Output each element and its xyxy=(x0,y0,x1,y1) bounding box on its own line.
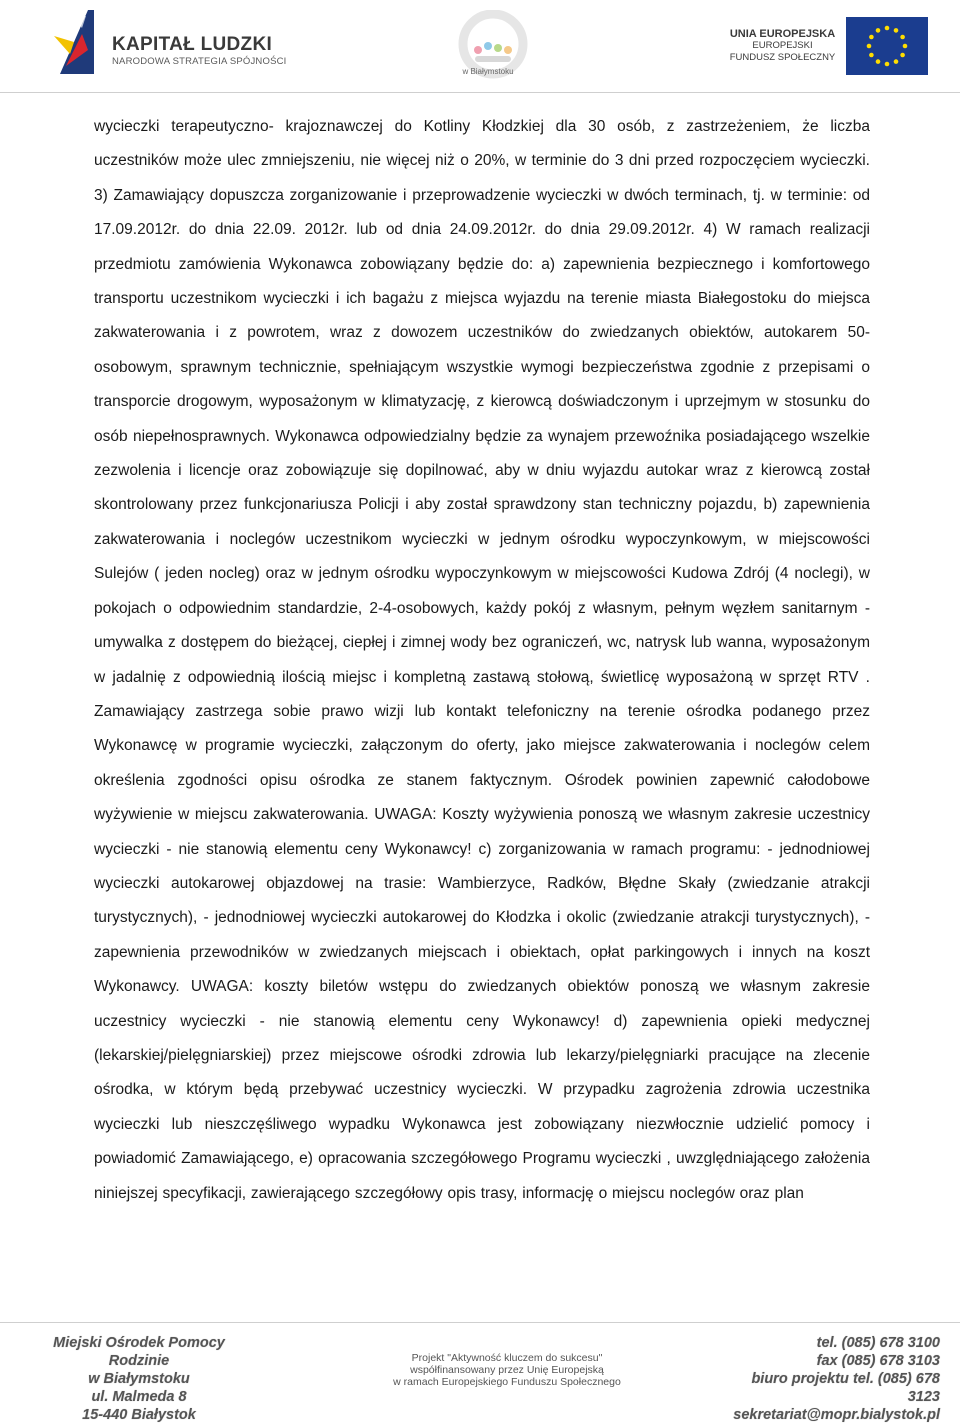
footer-divider xyxy=(0,1322,960,1323)
footer-contacts xyxy=(730,1334,940,1424)
eu-line-1: UNIA EUROPEJSKA xyxy=(729,28,836,40)
footer-postcode: 15-440 Białystok xyxy=(82,1407,196,1423)
eu-line-2: EUROPEJSKI xyxy=(752,40,813,51)
page-footer xyxy=(0,1330,960,1423)
eu-line-3: FUNDUSZ SPOŁECZNY xyxy=(729,52,836,63)
document-body xyxy=(94,110,870,1211)
kapital-ludzki-title: KAPITAŁ LUDZKI xyxy=(112,34,273,55)
footer-phone: tel. (085) 678 3100 xyxy=(816,1335,940,1351)
kapital-ludzki-subtitle: NARODOWA STRATEGIA SPÓJNOŚCI xyxy=(112,56,287,67)
footer-address xyxy=(34,1334,244,1424)
footer-project-line-1: Projekt "Aktywność kluczem do sukcesu" xyxy=(411,1352,603,1364)
header-divider xyxy=(0,92,960,93)
body-paragraph: wycieczki terapeutyczno- krajoznawczej do Kotliny Kłodzkiej dla 30 osób, z zastrzeżeniem, że liczba uczestników może ulec zmniejszeniu, nie więcej niż o 20%, w terminie do 3 dni przed rozpoczęciem wycieczki. 3) Zamawiający dopuszcza zorganizowanie i przeprowadzenie wycieczki w dwóch terminach, tj. w terminie: od 17.09.2012r. do dnia 22.09. 2012r. lub od dnia 24.09.2012r. do dnia 29.09.2012r. 4) W ramach realizacji przedmiotu zamówienia Wykonawca zobowiązany będzie do: a) zapewnienia bezpiecznego i komfortowego transportu uczestnikom wycieczki i ich bagażu z miejsca wyjazdu na terenie miasta Białegostoku do miejsca zakwaterowania i z powrotem, wraz z dowozem uczestników do zwiedzanych obiektów, autokarem 50-osobowym, sprawnym technicznie, spełniającym wszystkie wymogi bezpieczeństwa zgodnie z przepisami o transporcie drogowym, wyposażonym w klimatyzację, z kierowcą doświadczonym i uprzejmym w stosunku do osób niepełnosprawnych. Wykonawca odpowiedzialny będzie za wynajem przewoźnika posiadającego wszelkie zezwolenia i licencje oraz zobowiązuje się dopilnować, aby w dniu wyjazdu autokar wraz z kierowcą został skontrolowany przez funkcjonariusza Policji i aby został sprawdzony stan techniczny pojazdu, b) zapewnienia zakwaterowania i noclegów uczestnikom wycieczki w jednym ośrodku wypoczynkowym, w miejscowości Sulejów ( jeden nocleg) oraz w jednym ośrodku wypoczynkowym w miejscowości Kudowa Zdrój (4 noclegi), w pokojach o odpowiednim standardzie, 2-4-osobowych, każdy pokój z własnym, pełnym węzłem sanitarnym - umywalka z dostępem do bieżącej, ciepłej i zimnej wody bez ograniczeń, wc, natrysk lub wanna, wyposażonym w jadalnię z odpowiednią ilością miejsc i kompletną zastawą stołową, świetlicę wyposażoną w sprzęt RTV . Zamawiający zastrzega sobie prawo wizji lub kontakt telefoniczny na terenie ośrodka podanego przez Wykonawcę w programie wycieczki, załączonym do oferty, jako miejsce zakwaterowania i noclegów celem określenia zgodności opisu ośrodka ze stanem faktycznym. Ośrodek powinien zapewnić całodobowe wyżywienie w miejscu zakwaterowania. UWAGA: Koszty wyżywienia ponoszą we własnym zakresie uczestnicy wycieczki - nie stanowią elementu ceny Wykonawcy! c) zorganizowania w ramach programu: - jednodniowej wycieczki autokarowej objazdowej na trasie: Wambierzyce, Radków, Błędne Skały (zwiedzanie atrakcji turystycznych), - jednodniowej wycieczki autokarowej do Kłodzka i okolic (zwiedzanie atrakcji turystycznych), - zapewnienia przewodników w zwiedzanych miejscach i obiektach, opłat parkingowych i innych na koszt Wykonawcy. UWAGA: koszty biletów wstępu do zwiedzanych obiektów ponoszą we własnym zakresie uczestnicy wycieczki - nie stanowią elementu ceny Wykonawcy! d) zapewnienia opieki medycznej (lekarskiej/pielęgniarskiej) przez miejscowe ośrodki zdrowia lub lekarzy/pielęgniarki pracujące na zlecenie ośrodka, w którym będą przebywać uczestnicy wycieczki. W przypadku zagrożenia zdrowia uczestnika wycieczki lub nieszczęśliwego wypadku Wykonawca jest zobowiązany niezwłocznie udzielić pomocy i powiadomić Zamawiającego, e) opracowania szczegółowego Programu wycieczki , uwzględniającego założenia niniejszej specyfikacji, zawierającego szczegółowy opis trasy, informację o miejscu noclegów oraz plan xyxy=(94,118,870,1202)
eu-logo-text xyxy=(720,28,845,64)
footer-fax: fax (085) 678 3103 xyxy=(816,1353,940,1369)
footer-project-line-3: w ramach Europejskiego Funduszu Społecznego xyxy=(393,1376,621,1388)
footer-city: w Białymstoku xyxy=(88,1371,190,1387)
eu-flag-icon xyxy=(846,17,928,75)
footer-project-phone: biuro projektu tel. (085) 678 3123 xyxy=(751,1371,940,1405)
page-header xyxy=(0,0,960,92)
footer-org-name: Miejski Ośrodek Pomocy Rodzinie xyxy=(53,1335,225,1369)
footer-project-info xyxy=(362,1352,652,1388)
mopr-logo-subtitle: w Białymstoku xyxy=(462,67,514,76)
footer-project-line-2: współfinansowany przez Unię Europejską xyxy=(410,1364,604,1376)
footer-street: ul. Malmeda 8 xyxy=(91,1389,187,1405)
footer-email: sekretariat@mopr.bialystok.pl xyxy=(733,1407,940,1423)
